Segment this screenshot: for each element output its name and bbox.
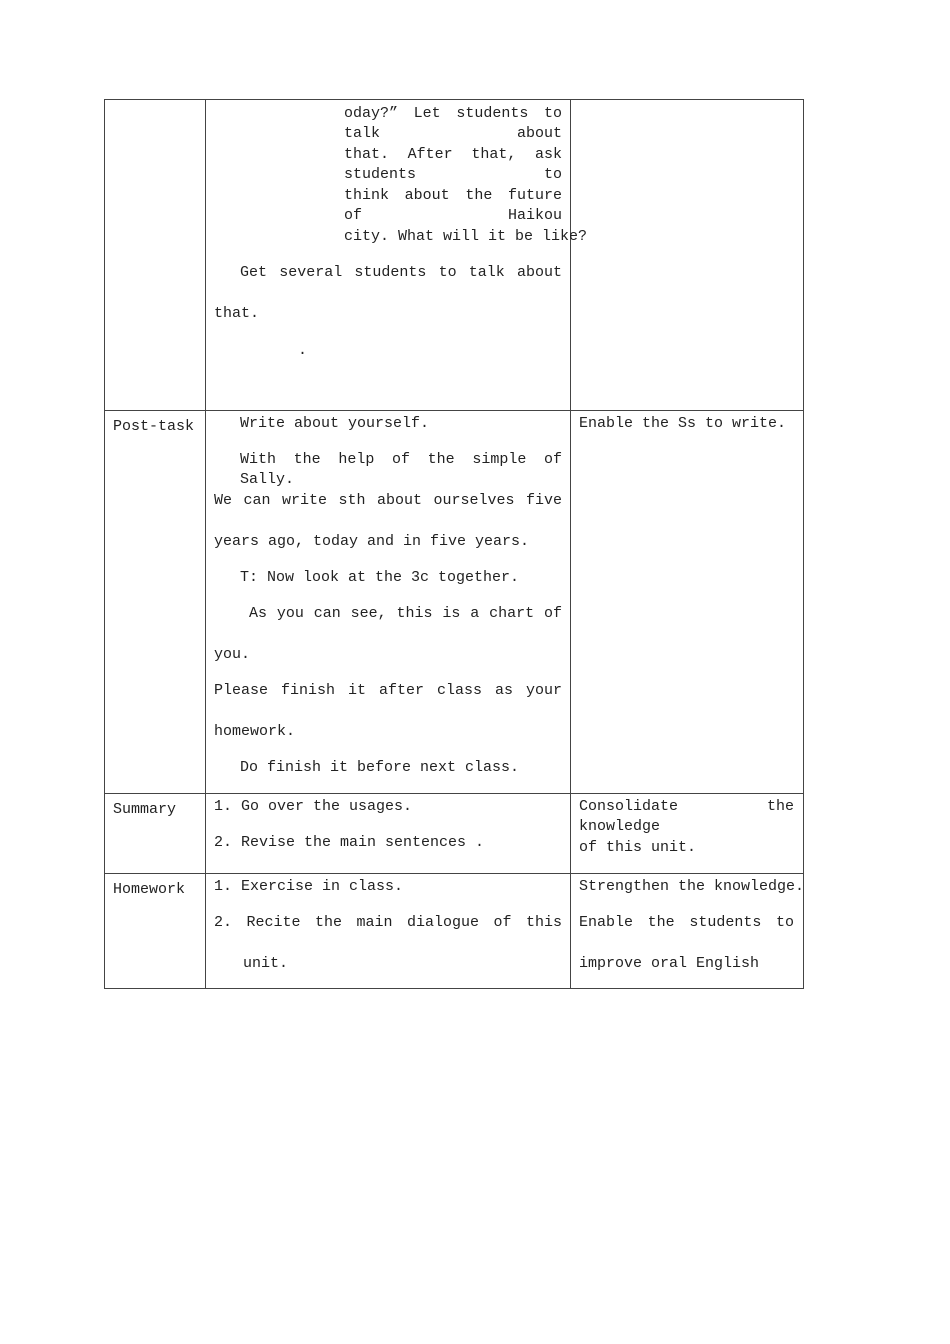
procedure-line: Write about yourself.	[240, 415, 430, 432]
procedure-line: 1. Exercise in class.	[214, 878, 404, 895]
lesson-plan-table	[104, 99, 804, 989]
table-row	[105, 411, 804, 794]
procedure-cell	[206, 794, 571, 874]
procedure-line: Get several students to talk about	[240, 264, 562, 281]
table-row	[105, 874, 804, 989]
procedure-line: We can write sth about ourselves five	[214, 492, 562, 509]
purpose-line: Strengthen the knowledge.	[579, 878, 805, 895]
procedure-line: that. After that, ask students to	[344, 146, 562, 183]
procedure-line: T: Now look at the 3c together.	[240, 569, 520, 586]
procedure-cell	[206, 874, 571, 989]
procedure-line: As you can see, this is a chart of	[249, 605, 562, 622]
purpose-cell	[571, 874, 804, 989]
procedure-line: 2. Recite the main dialogue of this	[214, 914, 562, 931]
procedure-line: 2. Revise the main sentences .	[214, 834, 485, 851]
purpose-line: Enable the students to	[579, 914, 794, 931]
stage-cell: Homework	[105, 874, 206, 989]
procedure-line: With the help of the simple of Sally.	[240, 451, 562, 488]
procedure-line: oday?” Let students to talk about	[344, 105, 562, 142]
procedure-line: think about the future of Haikou	[344, 187, 562, 224]
procedure-cell	[206, 100, 588, 411]
purpose-line: Consolidate the knowledge	[579, 798, 794, 835]
stage-cell	[105, 100, 206, 411]
procedure-line: .	[298, 342, 308, 359]
stage-cell: Summary	[105, 794, 206, 874]
procedure-line: 1. Go over the usages.	[214, 798, 413, 815]
purpose-line: of this unit.	[579, 839, 697, 856]
procedure-line: that.	[214, 305, 260, 322]
table-row	[105, 794, 804, 874]
purpose-line: improve oral English	[579, 955, 760, 972]
procedure-line: you.	[214, 646, 251, 663]
procedure-line: unit.	[243, 955, 289, 972]
procedure-line: Do finish it before next class.	[240, 759, 520, 776]
table-row	[105, 100, 804, 411]
procedure-line: homework.	[214, 723, 296, 740]
purpose-cell	[571, 100, 804, 411]
procedure-line: Please finish it after class as your	[214, 682, 562, 699]
purpose-cell	[571, 411, 804, 794]
procedure-cell	[206, 411, 571, 794]
procedure-line: years ago, today and in five years.	[214, 533, 530, 550]
purpose-cell	[571, 794, 804, 874]
stage-cell: Post-task	[105, 411, 206, 794]
purpose-line: Enable the Ss to write.	[579, 415, 787, 432]
procedure-line: city. What will it be like?	[344, 228, 588, 245]
